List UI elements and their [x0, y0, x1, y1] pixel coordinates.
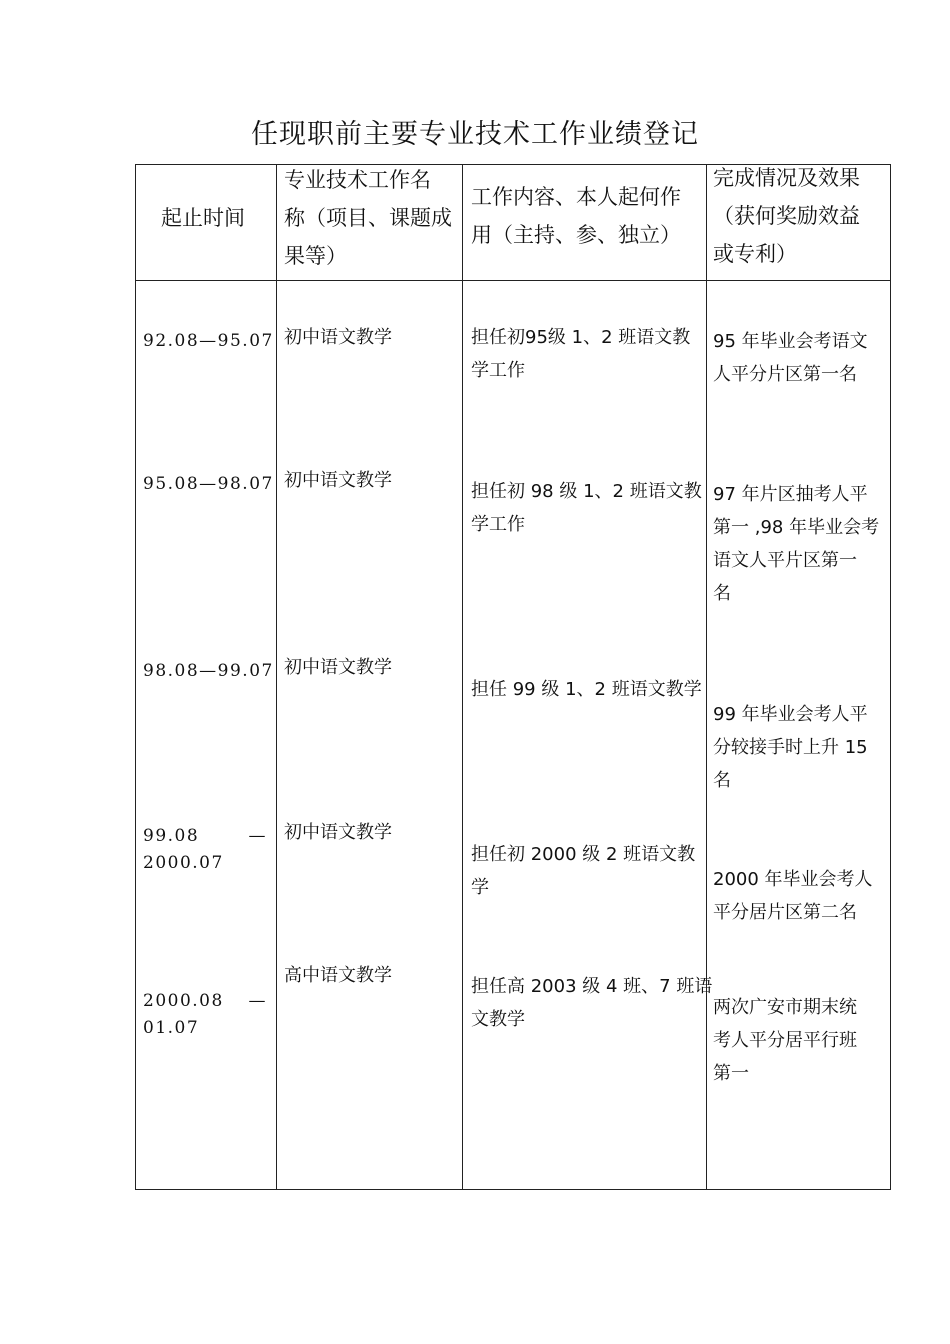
row-result-line: 99 年毕业会考人平	[713, 704, 868, 725]
row-period: 95.08—98.07	[143, 474, 274, 494]
row-result-line: 2000 年毕业会考人	[713, 869, 873, 890]
row-period: 92.08—95.07	[143, 331, 274, 351]
row-period-dash: —	[248, 991, 267, 1011]
row-work-content-line: 担任初 98 级 1、2 班语文教	[471, 481, 702, 502]
row-work-content	[471, 321, 690, 387]
row-result	[713, 478, 879, 610]
row-work-content	[471, 475, 702, 541]
row-work-name: 初中语文教学	[284, 470, 392, 491]
row-work-name: 初中语文教学	[284, 822, 392, 843]
row-period-line	[143, 823, 267, 850]
header-work-name-line: 称（项目、课题成	[284, 206, 452, 230]
row-work-content	[471, 970, 712, 1036]
header-divider	[136, 280, 890, 281]
row-work-content-line: 学	[471, 877, 489, 898]
row-period	[143, 823, 267, 877]
row-period-start: 2000.08	[143, 991, 224, 1011]
row-work-content-line: 担任高 2003 级 4 班、7 班语	[471, 976, 713, 997]
row-work-content-line: 担任初95级 1、2 班语文教	[471, 327, 691, 348]
row-work-name: 初中语文教学	[284, 327, 392, 348]
column-divider	[462, 165, 463, 1189]
row-result-line: 语文人平片区第一	[713, 550, 857, 571]
header-work-content-line: 用（主持、参、独立）	[471, 223, 681, 247]
header-work-content	[471, 178, 681, 254]
row-result	[713, 991, 857, 1090]
row-result-line: 平分居片区第二名	[713, 902, 857, 923]
row-work-content-line: 学工作	[471, 360, 525, 381]
row-period-line	[143, 988, 267, 1015]
row-result-line: 第一 ,98 年毕业会考	[713, 517, 880, 538]
row-result-line: 名	[713, 770, 731, 791]
row-work-content-line: 学工作	[471, 514, 525, 535]
row-work-content	[471, 838, 695, 904]
row-work-content-line: 担任初 2000 级 2 班语文教	[471, 844, 696, 865]
row-period-end: 2000.07	[143, 853, 224, 873]
row-work-content: 担任 99 级 1、2 班语文教学	[471, 679, 702, 700]
header-work-name	[284, 161, 452, 275]
row-result-line: 人平分片区第一名	[713, 364, 857, 385]
achievement-table	[135, 164, 891, 1190]
row-work-name: 高中语文教学	[284, 965, 392, 986]
document-title: 任现职前主要专业技术工作业绩登记	[251, 119, 699, 150]
row-result-line: 两次广安市期末统	[713, 997, 857, 1018]
row-result-line: 97 年片区抽考人平	[713, 484, 868, 505]
row-result	[713, 325, 868, 391]
row-period-dash: —	[248, 826, 267, 846]
row-period	[143, 988, 267, 1042]
header-result	[713, 159, 860, 273]
row-period-start: 99.08	[143, 826, 200, 846]
header-result-line: 完成情况及效果	[713, 166, 860, 190]
column-divider	[276, 165, 277, 1189]
row-period: 98.08—99.07	[143, 661, 274, 681]
header-work-content-line: 工作内容、本人起何作	[471, 185, 681, 209]
row-result-line: 第一	[713, 1063, 749, 1084]
row-work-content-line: 文教学	[471, 1009, 525, 1030]
header-work-name-line: 果等）	[284, 244, 347, 268]
header-period: 起止时间	[161, 206, 245, 230]
row-result	[713, 863, 873, 929]
row-period-end: 01.07	[143, 1018, 200, 1038]
row-work-name: 初中语文教学	[284, 657, 392, 678]
header-result-line: （获何奖励效益	[713, 204, 860, 228]
header-work-name-line: 专业技术工作名	[284, 168, 431, 192]
row-result-line: 考人平分居平行班	[713, 1030, 857, 1051]
row-result-line: 分较接手时上升 15	[713, 737, 868, 758]
row-result	[713, 698, 868, 797]
header-result-line: 或专利）	[713, 242, 797, 266]
row-result-line: 名	[713, 583, 731, 604]
row-result-line: 95 年毕业会考语文	[713, 331, 868, 352]
